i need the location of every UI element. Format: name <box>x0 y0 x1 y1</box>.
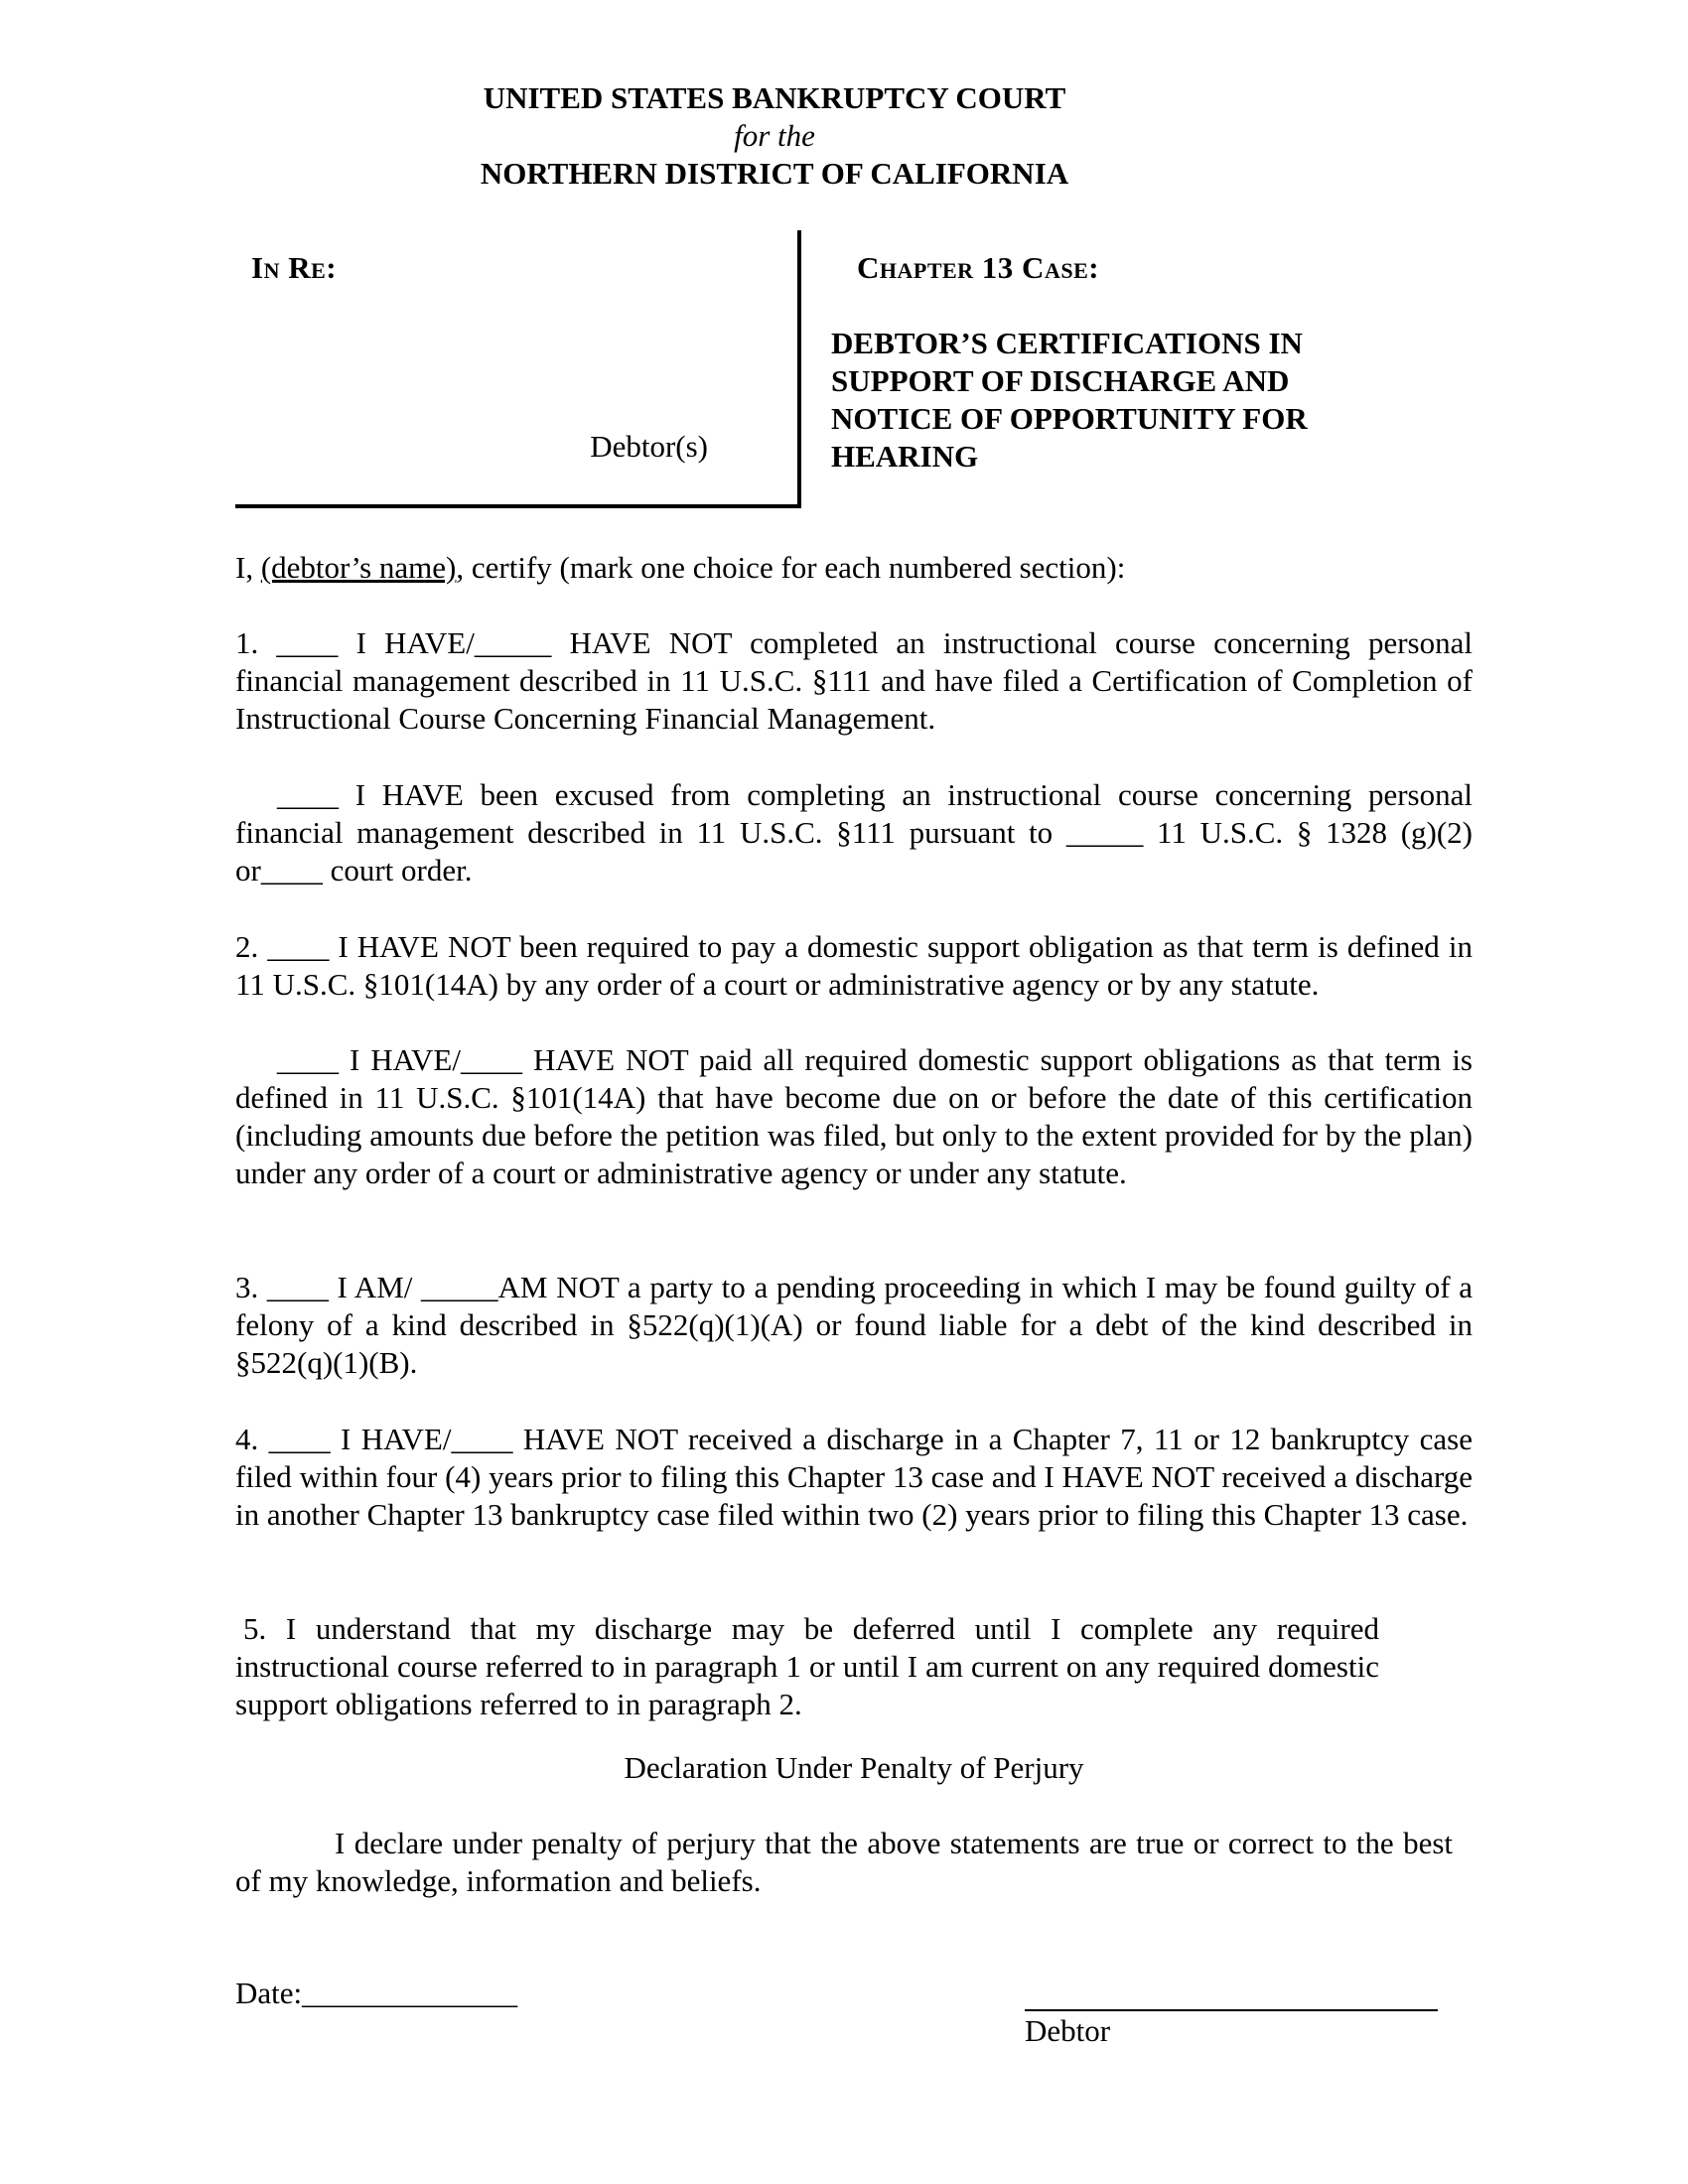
debtor-signature-line[interactable] <box>1025 2009 1438 2011</box>
title-line: HEARING <box>831 439 979 474</box>
court-name: UNITED STATES BANKRUPTCY COURT <box>483 80 1066 115</box>
declaration-text: I declare under penalty of perjury that the above statements are true or correct to the best of my knowledge, information and beliefs. <box>235 1826 1453 1898</box>
chapter-case-label: Chapter 13 Case: <box>857 250 1100 285</box>
section-text: 3. ____ I AM/ _____AM NOT a party to a pending proceeding in which I may be found guilty of a felony of a kind described in §522(q)(1)(A) or found liable for a debt of the kind described in §522(q)(1)(B). <box>235 1270 1473 1380</box>
intro-suffix: , certify (mark one choice for each numbered section): <box>456 550 1126 585</box>
intro-paragraph <box>235 549 1473 587</box>
declaration-heading: Declaration Under Penalty of Perjury <box>624 1750 1084 1785</box>
section-5-deferral <box>235 1610 1379 1723</box>
court-header <box>437 79 1112 193</box>
section-text: 1. ____ I HAVE/_____ HAVE NOT completed an instructional course concerning personal financial management described in 11 U.S.C. §111 and have filed a Certification of Completion of Instructional Course Concerning Financial Management. <box>235 625 1473 736</box>
date-field[interactable]: Date:______________ <box>235 1976 518 2010</box>
declaration-paragraph <box>235 1825 1453 1900</box>
for-the-text: for the <box>734 118 815 153</box>
document-title <box>831 325 1447 476</box>
district-name: NORTHERN DISTRICT OF CALIFORNIA <box>480 156 1069 191</box>
section-text: 5. I understand that my discharge may be deferred until I complete any required instructional course referred to in paragraph 1 or until I am current on any required domestic support obligations referred to in paragraph 2. <box>235 1611 1379 1721</box>
debtor-name-placeholder: (debtor’s name) <box>260 550 457 585</box>
section-2-paid <box>235 1041 1473 1192</box>
title-line: NOTICE OF OPPORTUNITY FOR <box>831 401 1308 436</box>
intro-prefix: I, <box>235 550 261 585</box>
section-text: ____ I HAVE/____ HAVE NOT paid all required domestic support obligations as that term is defined in 11 U.S.C. §101(14A) that have become due on or before the date of this certification (including amounts due before the petition was filed, but only to the extent provided for by the plan) under any order of a court or administrative agency or under any statute. <box>235 1042 1473 1190</box>
section-4-prior-discharge <box>235 1421 1473 1534</box>
section-text: 4. ____ I HAVE/____ HAVE NOT received a discharge in a Chapter 7, 11 or 12 bankruptcy case filed within four (4) years prior to filing this Chapter 13 case and I HAVE NOT received a discharge in another Chapter 13 bankruptcy case filed within two (2) years prior to filing this Chapter 13 case. <box>235 1422 1473 1532</box>
title-line: SUPPORT OF DISCHARGE AND <box>831 363 1290 398</box>
caption-left-box <box>235 230 801 508</box>
debtors-label: Debtor(s) <box>590 429 708 464</box>
debtor-signature-label: Debtor <box>1025 2013 1111 2048</box>
section-text: ____ I HAVE been excused from completing an instructional course concerning personal financial management described in 11 U.S.C. §111 pursuant to _____ 11 U.S.C. § 1328 (g)(2) or____ court order. <box>235 777 1473 887</box>
section-2-not-required <box>235 928 1473 1004</box>
section-text: 2. ____ I HAVE NOT been required to pay a domestic support obligation as that term is defined in 11 U.S.C. §101(14A) by any order of a court or administrative agency or by any statute. <box>235 929 1473 1002</box>
title-line: DEBTOR’S CERTIFICATIONS IN <box>831 326 1303 360</box>
section-3-pending-proceeding <box>235 1269 1473 1382</box>
in-re-label: In Re: <box>251 250 338 285</box>
section-1-excused <box>235 776 1473 889</box>
section-1-completed <box>235 624 1473 738</box>
case-caption <box>235 230 1486 508</box>
